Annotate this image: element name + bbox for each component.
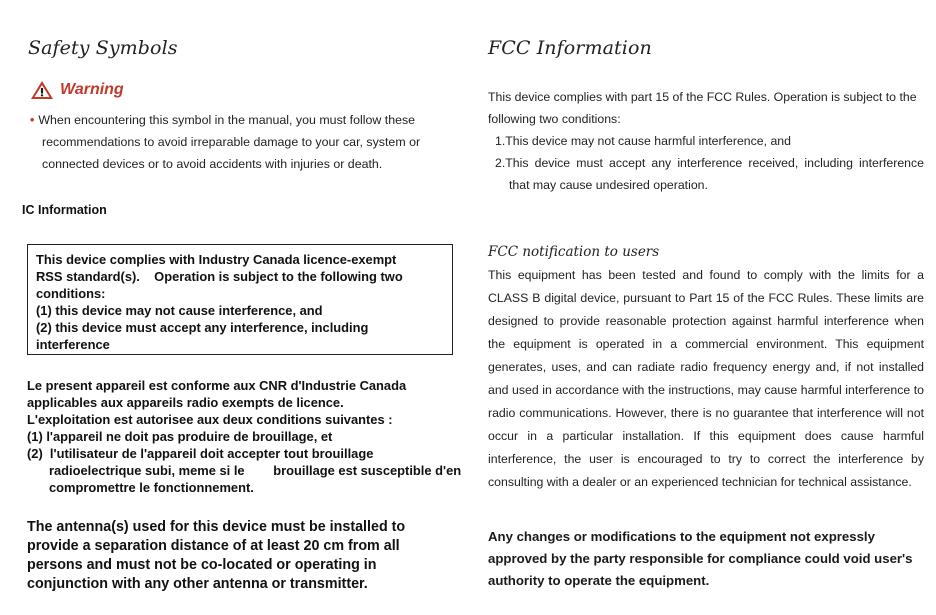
fcc-conditions-list: [488, 130, 924, 196]
french-line: L'exploitation est autorisee aux deux conditions suivantes :: [27, 412, 393, 427]
ic-box-line: interference: [36, 337, 110, 352]
warning-bullet: [30, 109, 474, 175]
fcc-condition-item: 1.This device may not cause harmful interference, and: [495, 134, 791, 148]
fcc-notification-title: FCC notification to users: [488, 244, 660, 260]
french-line: Le present appareil est conforme aux CNR d'Industrie Canada: [27, 378, 407, 393]
fcc-changes-warning: Any changes or modifications to the equipment not expressly approved by the party responsible for compliance could void user's authority to operate the equipment.: [488, 529, 913, 588]
french-line: (1) l'appareil ne doit pas produire de brouillage, et: [27, 429, 333, 444]
ic-box-line: This device complies with Industry Canada licence-exempt: [36, 252, 397, 267]
ic-box-line: (1) this device may not cause interference, and: [36, 303, 323, 318]
ic-box-line: RSS standard(s). Operation is subject to the following two: [36, 269, 403, 284]
ic-box-line: (2) this device must accept any interference, including: [36, 320, 369, 335]
warning-label: Warning: [60, 81, 124, 98]
warning-heading: [30, 80, 124, 100]
ic-french-statement: [27, 377, 463, 496]
antenna-statement: The antenna(s) used for this device must be installed to provide a separation distance of at least 20 cm from all persons and must not be co-located or operating in conjunction with any other antenna or transmitter.: [27, 519, 406, 592]
warning-bullet-text: When encountering this symbol in the manual, you must follow these recommendations to avoid irreparable damage to your car, system or connected devices or to avoid accidents with injuries or death.: [38, 113, 421, 171]
fcc-information-title: FCC Information: [488, 37, 652, 59]
ic-information-heading: IC Information: [22, 203, 107, 217]
safety-symbols-title: Safety Symbols: [28, 37, 178, 59]
ic-compliance-box: [27, 244, 453, 355]
fcc-notification-body: This equipment has been tested and found to comply with the limits for a CLASS B digital device, pursuant to Part 15 of the FCC Rules. These limits are designed to provide reasonable protection against harmful interference when the equipment is operated in a commercial environment. This equipment generates, uses, and can radiate radio frequency energy and, if not installed and used in accordance with the instructions, may cause harmful interference to radio communications. However, there is no guarantee that interference will not occur in a particular installation. If this equipment does cause harmful interference, the user is encouraged to try to correct the interference by consulting with a dealer or an experienced technician for technical assistance.: [488, 268, 924, 489]
french-line: applicables aux appareils radio exempts de licence.: [27, 395, 344, 410]
right-column: [470, 0, 936, 615]
warning-triangle-icon: [30, 80, 54, 100]
french-condition-2: (2) l'utilisateur de l'appareil doit accepter tout brouillage radioelectrique subi, meme si le brouillage est susceptible d'en compromettre le fonctionnement.: [27, 446, 465, 495]
ic-box-line: conditions:: [36, 286, 106, 301]
bullet-dot: •: [30, 113, 35, 127]
fcc-intro: This device complies with part 15 of the FCC Rules. Operation is subject to the following two conditions:: [488, 90, 917, 126]
fcc-condition-item: 2.This device must accept any interference received, including interference that may cause undesired operation.: [495, 156, 924, 192]
